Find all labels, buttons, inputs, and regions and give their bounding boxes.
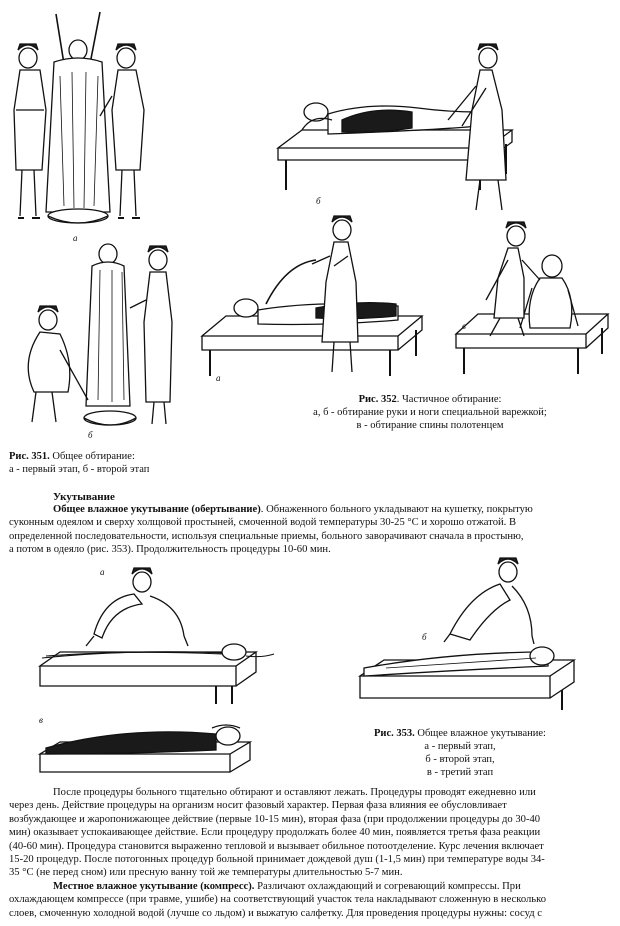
figure-351b-label: б (88, 430, 93, 440)
paragraph-1-line4: а потом в одеяло (рис. 353). Продолжительность процедуры 10-60 мин. (9, 544, 331, 556)
paragraph-2-line1: После процедуры больного тщательно обтирают и оставляют лежать. Процедуры проводят ежедневно или (53, 787, 536, 798)
figure-352-caption-line3: в - обтирание спины полотенцем (356, 420, 504, 431)
figure-353v-illustration (36, 708, 266, 780)
figure-353-caption-title: Рис. 353. (374, 728, 415, 739)
figure-352v-illustration (452, 216, 612, 380)
paragraph-3-bold: Местное влажное укутывание (компресс). (53, 880, 255, 892)
paragraph-1-line2: суконным одеялом и сверху холщовой простыней, смоченной водой температуры 30-25 °С и хорошо отжатой. В (9, 517, 517, 529)
figure-352a-illustration (196, 212, 428, 382)
paragraph-1-line3: определенной последовательности, используя специальные приемы, больного заворачивают сначала в простыню, (9, 530, 524, 542)
figure-351-caption-rest: Общее обтирание: (49, 451, 135, 462)
paragraph-2-line5: (40-60 мин). Процедура становится выраженно тепловой и вызывает обильное потоотделение. Курс лечения включает (9, 840, 544, 852)
paragraph-3-line2: охлаждающем компрессе (при травме, ушибе) на соответствующий участок тела накладывают сложенную в несколько (9, 894, 547, 906)
figure-351a-illustration (8, 6, 148, 234)
section-ukutyvanie (9, 491, 613, 557)
figure-353-caption (360, 727, 560, 779)
figure-351-caption-line2: а - первый этап, б - второй этап (9, 464, 150, 475)
figure-353-caption-line4: в - третий этап (426, 767, 494, 778)
figure-352b-label: б (316, 196, 321, 206)
lower-body-text (9, 786, 613, 920)
figure-353-caption-line2: а - первый этап, (424, 741, 496, 752)
figure-353-caption-rest: Общее влажное укутывание: (414, 728, 546, 739)
paragraph-2-line7: 35 °С (не перед сном) или пресную ванну той же температуры длительностью 5-7 мин. (9, 867, 403, 879)
paragraph-1-line1: . Обнаженного больного укладывают на кушетку, покрытую (260, 504, 533, 515)
paragraph-3-line3: слоев, смоченную холодной водой (лучше со льдом) и выжатую салфетку. Для проведения процедуры нужны: сосуд с (9, 907, 542, 919)
figure-353a-illustration (36, 566, 280, 710)
figure-351a-label: а (73, 233, 78, 243)
figure-352-caption-rest: . Частичное обтирание: (396, 394, 502, 405)
figure-352-caption-title: Рис. 352 (358, 394, 397, 405)
paragraph-2-line6: 15-20 процедур. После потогонных процедур больной принимает дождевой душ (1-1,5 мин) при температуре воды 34- (9, 854, 545, 866)
figure-351-caption-title: Рис. 351. (9, 451, 50, 462)
figure-353v-label: в (39, 715, 43, 725)
figure-352v-label: в (462, 321, 466, 331)
paragraph-3-line1: Различают охлаждающий и согревающий компрессы. При (254, 880, 521, 892)
figure-353b-label: б (422, 632, 427, 642)
paragraph-2-line3: возбуждающее и жаропонижающее действие (первые 10-15 мин), вторая фаза (при продолжении процедуры до 30-40 (9, 813, 541, 825)
figure-352a-label: а (216, 373, 221, 383)
figure-351-caption (9, 450, 269, 476)
paragraph-2-line2: через день. Действие процедуры на организм носит фазовый характер. Первая фаза влияния ее обусловливает (9, 800, 507, 812)
figure-352-caption-line2: а, б - обтирание руки и ноги специальной варежкой; (313, 407, 547, 418)
figure-353b-illustration (356, 556, 590, 716)
figure-352b-illustration (272, 40, 544, 220)
figure-353-caption-line3: б - второй этап, (425, 754, 495, 765)
paragraph-2-line4: мин) оказывает успокаивающее действие. Если процедуру продолжать более 40 мин, появляется третья фаза реакции (9, 827, 541, 839)
figure-351b-illustration (8, 240, 178, 432)
section-heading: Укутывание (53, 491, 115, 503)
figure-352-caption (250, 393, 610, 432)
paragraph-1-bold: Общее влажное укутывание (обертывание) (53, 504, 261, 515)
figure-353a-label: а (100, 567, 105, 577)
